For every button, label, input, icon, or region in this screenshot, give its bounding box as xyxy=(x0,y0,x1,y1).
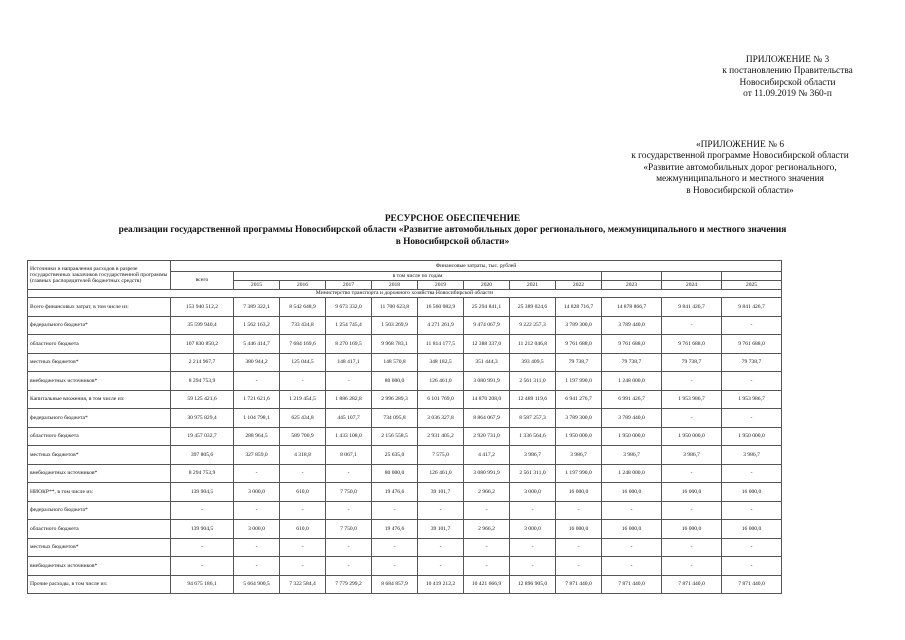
row-total: 397 805,6 xyxy=(171,446,234,465)
by-year-spacer xyxy=(662,272,722,281)
appendix-6-line: «ПРИЛОЖЕНИЕ № 6 xyxy=(695,140,785,150)
year-value-cell: 1 953 986,7 xyxy=(722,390,782,409)
year-header-2023: 2023 xyxy=(602,281,662,290)
year-header-2018: 2018 xyxy=(372,281,418,290)
year-value-cell: 3 986,7 xyxy=(556,446,602,465)
year-value-cell: - xyxy=(326,538,372,557)
year-value-cell: - xyxy=(722,372,782,391)
year-value-cell: 351 444,3 xyxy=(464,353,510,372)
year-value-cell: - xyxy=(662,316,722,335)
year-value-cell: 16 000,0 xyxy=(722,520,782,539)
year-value-cell: - xyxy=(510,538,556,557)
year-header-2019: 2019 xyxy=(418,281,464,290)
year-value-cell: - xyxy=(510,557,556,576)
table-row xyxy=(28,483,782,502)
row-total: 35 599 940,4 xyxy=(171,316,234,335)
year-value-cell: 1 950 000,0 xyxy=(602,427,662,446)
year-value-cell: - xyxy=(662,557,722,576)
year-value-cell: - xyxy=(602,538,662,557)
year-value-cell: 2 156 558,5 xyxy=(372,427,418,446)
year-value-cell: 380 944,2 xyxy=(234,353,280,372)
row-total: 30 975 829,4 xyxy=(171,409,234,428)
row-label: внебюджетных источников* xyxy=(28,464,171,483)
year-value-cell: 1 503 269,9 xyxy=(372,316,418,335)
year-value-cell: 3 000,0 xyxy=(510,483,556,502)
year-value-cell: 3 789 440,0 xyxy=(602,316,662,335)
row-total: 59 125 421,6 xyxy=(171,390,234,409)
year-value-cell: 8 684 857,9 xyxy=(372,575,418,594)
year-value-cell: 9 761 688,0 xyxy=(602,335,662,354)
year-value-cell: - xyxy=(234,538,280,557)
year-value-cell: 16 000,0 xyxy=(722,483,782,502)
row-total: 8 294 753,9 xyxy=(171,464,234,483)
year-value-cell: 8 067,1 xyxy=(326,446,372,465)
row-label: внебюджетных источников* xyxy=(28,372,171,391)
year-value-cell: - xyxy=(234,372,280,391)
year-value-cell: - xyxy=(280,464,326,483)
year-value-cell: 2 931 405,2 xyxy=(418,427,464,446)
table-row xyxy=(28,390,782,409)
year-header-2016: 2016 xyxy=(280,281,326,290)
year-value-cell: - xyxy=(280,538,326,557)
table-row xyxy=(28,557,782,576)
year-value-cell: 7 750,0 xyxy=(326,520,372,539)
year-value-cell: - xyxy=(510,501,556,520)
row-label: федерального бюджета* xyxy=(28,409,171,428)
year-value-cell: 12 896 905,0 xyxy=(510,575,556,594)
row-label: внебюджетных источников* xyxy=(28,557,171,576)
year-value-cell: 7 750,0 xyxy=(326,483,372,502)
ministry-row: Министерство транспорта и дорожного хозяйства Новосибирской области xyxy=(28,290,782,298)
year-value-cell: 610,0 xyxy=(280,483,326,502)
year-value-cell: 445 107,7 xyxy=(326,409,372,428)
appendix-6-line: межмуниципального и местного значения xyxy=(656,174,824,185)
year-value-cell: 1 886 282,8 xyxy=(326,390,372,409)
title-line: РЕСУРСНОЕ ОБЕСПЕЧЕНИЕ xyxy=(384,214,521,224)
year-value-cell: 9 841 426,7 xyxy=(722,298,782,317)
year-value-cell: 10 419 212,2 xyxy=(418,575,464,594)
year-value-cell: 16 000,0 xyxy=(556,520,602,539)
year-value-cell: 16 000,0 xyxy=(602,483,662,502)
year-value-cell: 80 000,0 xyxy=(372,372,418,391)
year-value-cell: 589 700,9 xyxy=(280,427,326,446)
year-header-2017: 2017 xyxy=(326,281,372,290)
year-value-cell: 348 182,5 xyxy=(418,353,464,372)
year-value-cell: 11 700 623,8 xyxy=(372,298,418,317)
year-value-cell: 7 389 322,1 xyxy=(234,298,280,317)
year-value-cell: - xyxy=(280,501,326,520)
year-value-cell: 7 871 440,0 xyxy=(602,575,662,594)
appendix-3-line: ПРИЛОЖЕНИЕ № 3 xyxy=(745,55,830,65)
year-value-cell: 6 941 276,7 xyxy=(556,390,602,409)
year-value-cell: 2 561 311,0 xyxy=(510,464,556,483)
year-value-cell: 7 684 169,6 xyxy=(280,335,326,354)
year-value-cell: 2 561 311,0 xyxy=(510,372,556,391)
year-value-cell: 14 828 716,7 xyxy=(556,298,602,317)
year-value-cell: 9 474 067,9 xyxy=(464,316,510,335)
year-value-cell: 126 461,0 xyxy=(418,464,464,483)
year-value-cell: 2 966,2 xyxy=(464,483,510,502)
row-total: 94 675 186,1 xyxy=(171,575,234,594)
year-header-2020: 2020 xyxy=(464,281,510,290)
year-value-cell: - xyxy=(602,557,662,576)
year-value-cell: 1 197 990,0 xyxy=(556,464,602,483)
row-total: 19 457 032,7 xyxy=(171,427,234,446)
year-value-cell: 1 254 745,4 xyxy=(326,316,372,335)
year-value-cell: - xyxy=(722,316,782,335)
year-value-cell: - xyxy=(556,557,602,576)
year-value-cell: - xyxy=(326,501,372,520)
by-year-spacer xyxy=(722,272,782,281)
year-value-cell: 3 986,7 xyxy=(510,446,556,465)
year-value-cell: 148 417,1 xyxy=(326,353,372,372)
year-value-cell: - xyxy=(662,464,722,483)
year-value-cell: 5 446 414,7 xyxy=(234,335,280,354)
year-value-cell: - xyxy=(662,409,722,428)
year-value-cell: 4 417,2 xyxy=(464,446,510,465)
year-value-cell: 327 859,0 xyxy=(234,446,280,465)
year-value-cell: - xyxy=(326,464,372,483)
row-label: областного бюджета xyxy=(28,520,171,539)
year-value-cell: 1 104 798,1 xyxy=(234,409,280,428)
year-value-cell: 7 575,0 xyxy=(418,446,464,465)
year-value-cell: 9 673 332,0 xyxy=(326,298,372,317)
table-row xyxy=(28,446,782,465)
row-total: 107 830 850,2 xyxy=(171,335,234,354)
year-value-cell: 734 095,8 xyxy=(372,409,418,428)
year-value-cell: - xyxy=(280,557,326,576)
year-value-cell: - xyxy=(602,501,662,520)
year-value-cell: 1 950 000,0 xyxy=(722,427,782,446)
year-value-cell: 16 000,0 xyxy=(662,483,722,502)
year-value-cell: 3 789 300,0 xyxy=(556,316,602,335)
year-value-cell: - xyxy=(722,538,782,557)
table-row xyxy=(28,335,782,354)
year-value-cell: - xyxy=(234,557,280,576)
year-value-cell: 1 219 454,5 xyxy=(280,390,326,409)
year-value-cell: 16 000,0 xyxy=(662,520,722,539)
year-value-cell: 79 738,7 xyxy=(722,353,782,372)
year-value-cell: 2 920 731,0 xyxy=(464,427,510,446)
year-value-cell: 5 664 900,5 xyxy=(234,575,280,594)
year-value-cell: 11 814 177,5 xyxy=(418,335,464,354)
table-row xyxy=(28,372,782,391)
year-value-cell: 9 761 688,0 xyxy=(556,335,602,354)
appendix-3-line: Новосибирской области xyxy=(739,77,836,88)
year-value-cell: - xyxy=(464,501,510,520)
table-row xyxy=(28,538,782,557)
year-value-cell: 3 036 327,8 xyxy=(418,409,464,428)
year-value-cell: - xyxy=(280,372,326,391)
year-value-cell: 1 953 986,7 xyxy=(662,390,722,409)
appendix-3-line: к постановлению Правительства xyxy=(722,66,853,77)
year-value-cell: 1 248 000,0 xyxy=(602,372,662,391)
year-value-cell: 7 322 584,4 xyxy=(280,575,326,594)
title-line: реализации государственной программы Новосибирской области «Развитие автомобильных дорог регионального, межмуниципального и местного значения xyxy=(118,225,787,236)
table-row xyxy=(28,298,782,317)
year-value-cell: - xyxy=(418,501,464,520)
year-value-cell: - xyxy=(372,538,418,557)
year-value-cell: - xyxy=(662,501,722,520)
year-value-cell: 25 389 024,6 xyxy=(510,298,556,317)
row-total: - xyxy=(171,538,234,557)
document-title xyxy=(40,214,865,248)
year-value-cell: 3 986,7 xyxy=(722,446,782,465)
year-value-cell: 1 433 108,0 xyxy=(326,427,372,446)
year-value-cell: 126 461,0 xyxy=(418,372,464,391)
year-value-cell: 3 000,0 xyxy=(234,520,280,539)
year-value-cell: 3 986,7 xyxy=(662,446,722,465)
year-value-cell: - xyxy=(372,557,418,576)
year-header-2021: 2021 xyxy=(510,281,556,290)
year-value-cell: 3 000,0 xyxy=(510,520,556,539)
costs-header: Финансовые затраты, тыс. рублей xyxy=(171,261,782,272)
year-header-2015: 2015 xyxy=(234,281,280,290)
year-value-cell: 9 841 426,7 xyxy=(662,298,722,317)
year-value-cell: - xyxy=(662,372,722,391)
year-value-cell: 288 964,5 xyxy=(234,427,280,446)
row-label: Всего финансовых затрат, в том числе из: xyxy=(28,298,171,317)
appendix-3-line: от 11.09.2019 № 360-п xyxy=(743,89,832,100)
year-value-cell: 8 542 648,9 xyxy=(280,298,326,317)
table-row xyxy=(28,464,782,483)
year-value-cell: 79 738,7 xyxy=(556,353,602,372)
table-row xyxy=(28,409,782,428)
year-value-cell: 3 986,7 xyxy=(602,446,662,465)
year-value-cell: 25 635,0 xyxy=(372,446,418,465)
year-value-cell: - xyxy=(464,557,510,576)
year-value-cell: 9 761 688,0 xyxy=(662,335,722,354)
row-total: 8 294 753,9 xyxy=(171,372,234,391)
year-value-cell: 14 870 208,0 xyxy=(464,390,510,409)
year-value-cell: 1 721 621,6 xyxy=(234,390,280,409)
year-value-cell: 39 101,7 xyxy=(418,520,464,539)
year-value-cell: - xyxy=(326,557,372,576)
table-row xyxy=(28,575,782,594)
appendix-3-header xyxy=(700,55,875,101)
year-value-cell: 1 336 564,6 xyxy=(510,427,556,446)
year-value-cell: 16 000,0 xyxy=(556,483,602,502)
appendix-6-line: к государственной программе Новосибирской области xyxy=(631,151,849,162)
year-value-cell: 16 560 082,9 xyxy=(418,298,464,317)
table-row xyxy=(28,520,782,539)
year-value-cell: 625 434,8 xyxy=(280,409,326,428)
year-value-cell: 125 044,5 xyxy=(280,353,326,372)
year-value-cell: 16 000,0 xyxy=(602,520,662,539)
row-label: местных бюджетов* xyxy=(28,538,171,557)
year-value-cell: 11 212 046,8 xyxy=(510,335,556,354)
year-value-cell: 4 318,8 xyxy=(280,446,326,465)
year-value-cell: 19 476,6 xyxy=(372,520,418,539)
appendix-6-header xyxy=(618,140,862,197)
year-value-cell: 148 570,8 xyxy=(372,353,418,372)
row-label: областного бюджета xyxy=(28,335,171,354)
year-value-cell: 8 270 169,5 xyxy=(326,335,372,354)
row-label: федерального бюджета* xyxy=(28,316,171,335)
year-value-cell: 733 434,8 xyxy=(280,316,326,335)
year-value-cell: 3 789 440,0 xyxy=(602,409,662,428)
resource-table xyxy=(27,260,782,594)
year-value-cell: - xyxy=(556,501,602,520)
year-value-cell: 7 779 299,2 xyxy=(326,575,372,594)
title-line: в Новосибирской области» xyxy=(395,236,510,247)
year-value-cell: 19 476,6 xyxy=(372,483,418,502)
year-value-cell: 3 080 991,9 xyxy=(464,372,510,391)
year-value-cell: 1 197 990,0 xyxy=(556,372,602,391)
year-value-cell: 7 871 440,0 xyxy=(556,575,602,594)
year-value-cell: - xyxy=(418,557,464,576)
year-value-cell: - xyxy=(722,409,782,428)
year-value-cell: 39 101,7 xyxy=(418,483,464,502)
year-value-cell: - xyxy=(556,538,602,557)
year-value-cell: - xyxy=(722,557,782,576)
year-value-cell: - xyxy=(372,501,418,520)
year-header-2025: 2025 xyxy=(722,281,782,290)
year-value-cell: 1 950 000,0 xyxy=(662,427,722,446)
year-value-cell: 393 409,5 xyxy=(510,353,556,372)
year-value-cell: 80 000,0 xyxy=(372,464,418,483)
row-total: 139 904,5 xyxy=(171,520,234,539)
row-total: 139 904,5 xyxy=(171,483,234,502)
year-value-cell: 1 562 163,2 xyxy=(234,316,280,335)
year-value-cell: - xyxy=(326,372,372,391)
year-value-cell: 9 222 257,3 xyxy=(510,316,556,335)
year-value-cell: 79 738,7 xyxy=(602,353,662,372)
row-label: Прочие расходы, в том числе из: xyxy=(28,575,171,594)
year-value-cell: - xyxy=(722,501,782,520)
row-total: - xyxy=(171,557,234,576)
table-row xyxy=(28,353,782,372)
year-header-2022: 2022 xyxy=(556,281,602,290)
row-label: областного бюджета xyxy=(28,427,171,446)
year-value-cell: 10 421 666,9 xyxy=(464,575,510,594)
year-value-cell: - xyxy=(662,538,722,557)
year-value-cell: 6 101 769,0 xyxy=(418,390,464,409)
year-header-2024: 2024 xyxy=(662,281,722,290)
year-value-cell: 14 878 866,7 xyxy=(602,298,662,317)
year-value-cell: 2 996 289,3 xyxy=(372,390,418,409)
year-value-cell: 7 871 440,0 xyxy=(722,575,782,594)
year-value-cell: 4 271 261,9 xyxy=(418,316,464,335)
year-value-cell: 3 789 300,0 xyxy=(556,409,602,428)
row-label: местных бюджетов* xyxy=(28,446,171,465)
year-value-cell: 12 388 337,0 xyxy=(464,335,510,354)
year-value-cell: 9 761 688,0 xyxy=(722,335,782,354)
row-total: 2 214 967,7 xyxy=(171,353,234,372)
appendix-6-line: «Развитие автомобильных дорог регионального, xyxy=(643,162,837,173)
row-label: Капитальные вложения, в том числе из: xyxy=(28,390,171,409)
row-total: - xyxy=(171,501,234,520)
year-value-cell: 79 738,7 xyxy=(662,353,722,372)
year-value-cell: - xyxy=(234,501,280,520)
year-value-cell: 12 489 119,6 xyxy=(510,390,556,409)
year-value-cell: 7 871 440,0 xyxy=(662,575,722,594)
table-row xyxy=(28,501,782,520)
year-value-cell: 3 000,0 xyxy=(234,483,280,502)
year-value-cell: 9 968 783,1 xyxy=(372,335,418,354)
year-value-cell: - xyxy=(464,538,510,557)
table-row xyxy=(28,427,782,446)
by-year-spacer xyxy=(602,272,662,281)
table-row xyxy=(28,316,782,335)
year-value-cell: 25 294 841,1 xyxy=(464,298,510,317)
row-label: НИОКР**, в том числе из: xyxy=(28,483,171,502)
appendix-6-line: в Новосибирской области» xyxy=(686,185,794,196)
year-value-cell: 610,0 xyxy=(280,520,326,539)
row-label: местных бюджетов* xyxy=(28,353,171,372)
year-value-cell: 3 080 991,9 xyxy=(464,464,510,483)
year-value-cell: 1 248 000,0 xyxy=(602,464,662,483)
year-value-cell: - xyxy=(722,464,782,483)
year-value-cell: 2 966,2 xyxy=(464,520,510,539)
year-value-cell: 6 991 426,7 xyxy=(602,390,662,409)
year-value-cell: - xyxy=(418,538,464,557)
year-value-cell: - xyxy=(234,464,280,483)
year-value-cell: 1 950 000,0 xyxy=(556,427,602,446)
year-value-cell: 8 587 257,3 xyxy=(510,409,556,428)
source-column-header: Источники и направления расходов в разрезе государственных заказчиков государственной программы (главных распорядителей бюджетных средств) xyxy=(28,261,171,290)
year-value-cell: 8 864 067,9 xyxy=(464,409,510,428)
by-year-header: в том числе по годам xyxy=(234,272,602,281)
total-column-header: всего xyxy=(171,272,234,290)
row-label: федерального бюджета* xyxy=(28,501,171,520)
row-total: 153 940 512,2 xyxy=(171,298,234,317)
